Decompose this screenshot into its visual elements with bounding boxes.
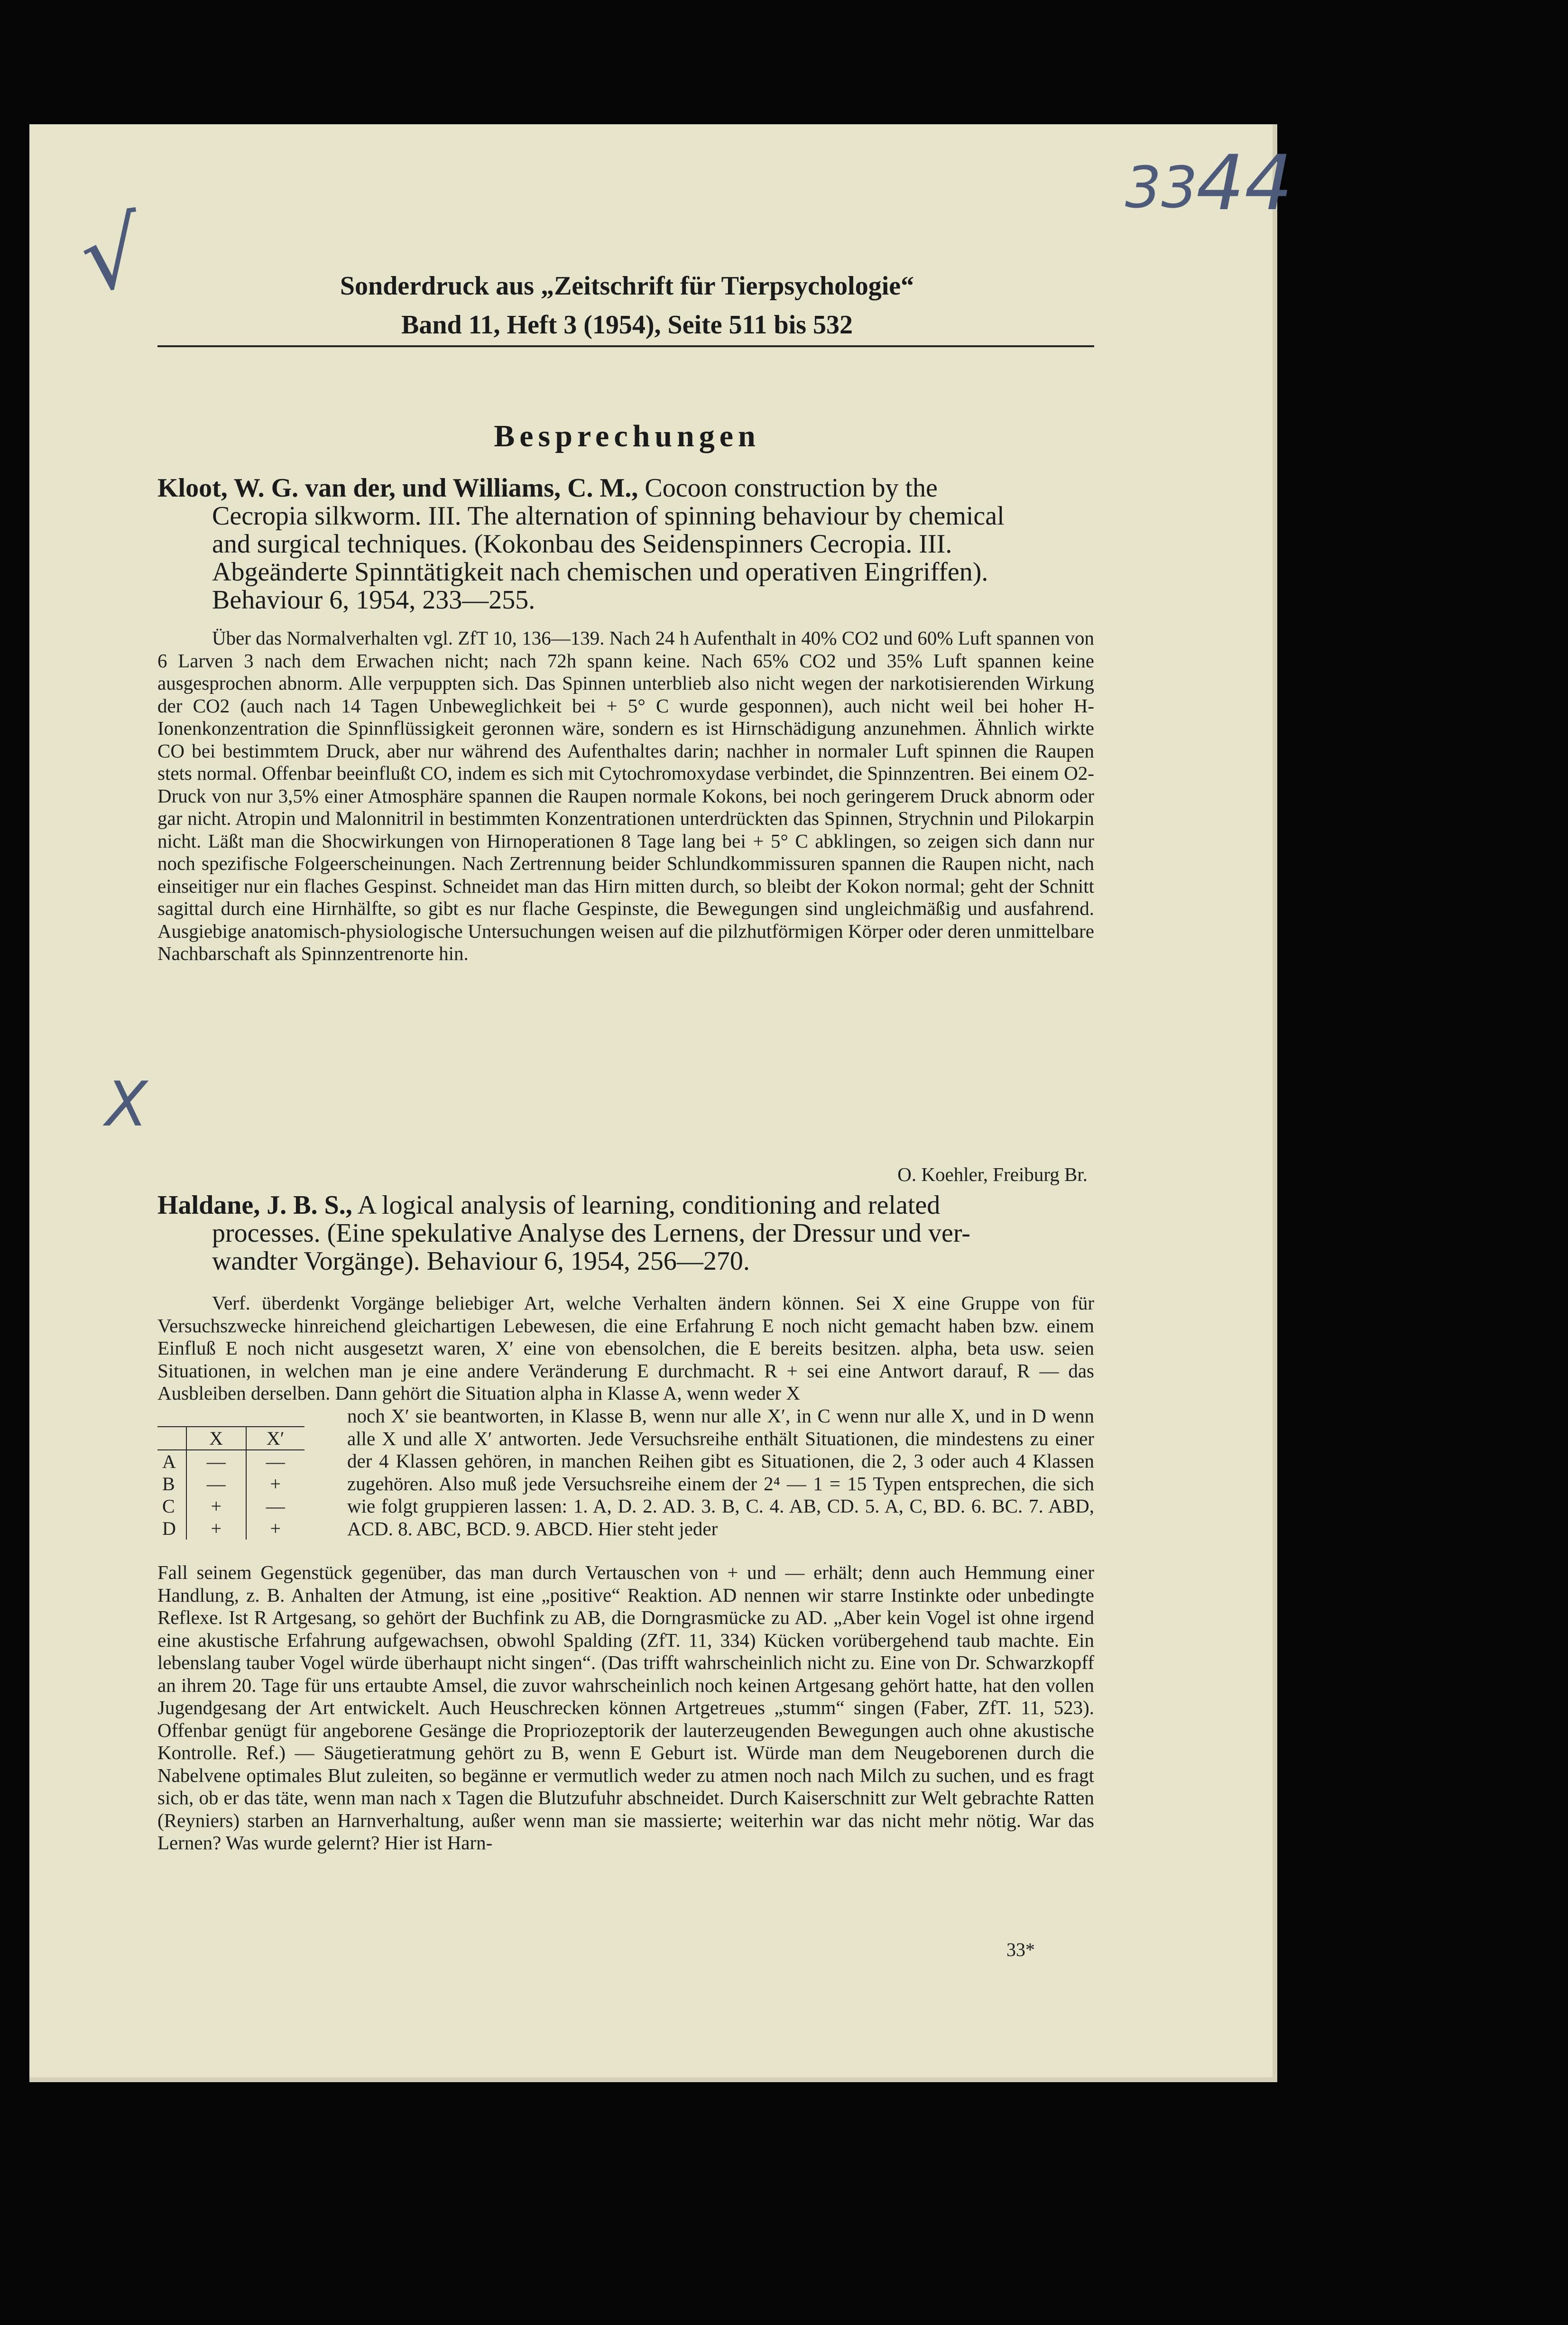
table-cell: +: [186, 1517, 246, 1540]
table-cell: D: [157, 1517, 186, 1540]
table-header-cell: [157, 1427, 186, 1450]
table-cell: B: [157, 1473, 186, 1495]
review1-title-l1: Cocoon construction by the: [645, 473, 938, 503]
review1-title-l3: and surgical techniques. (Kokonbau des Seidenspinners Cecropia. III.: [212, 529, 952, 559]
table-cell: —: [266, 1495, 285, 1517]
table-row: [157, 1473, 304, 1495]
review2-text-top: Verf. überdenkt Vorgänge beliebiger Art, welche Verhalten ändern können. Sei X eine Gruppe von für Versuchszwecke hinreichend gleichartigen Lebewesen, die eine Erfahrung E noch nicht gemacht haben bzw. einem Einfluß E noch nicht ausgesetzt waren, X′ eine von ebensolchen, die E bereits besitzen. alpha, beta usw. seien Situationen, in welchen man je eine andere Veränderung E durchmacht. R + sei eine Antwort darauf, R — das Ausbleiben derselben. Dann gehört die Situation alpha in Klasse A, wenn weder X: [157, 1292, 1094, 1404]
classification-table: [157, 1426, 304, 1540]
table-cell: A: [157, 1450, 186, 1473]
review1-title-l5: Behaviour 6, 1954, 233—255.: [212, 585, 535, 615]
footer-page-number: 33*: [1006, 1939, 1035, 1960]
review2-title-l2: processes. (Eine spekulative Analyse des Lernens, der Dressur und ver-: [212, 1218, 971, 1248]
review1-title-l2: Cecropia silkworm. III. The alternation of spinning behaviour by chemical: [212, 501, 1005, 531]
table-header-cell: X′: [246, 1427, 305, 1450]
table-row: [157, 1495, 304, 1517]
review2-heading: [157, 1191, 1094, 1275]
review1-title-l4: Abgeänderte Spinntätigkeit nach chemischen und operativen Eingriffen).: [212, 557, 988, 587]
table-cell: —: [186, 1473, 246, 1495]
handwritten-cross: X: [105, 1068, 148, 1140]
review1-authors: Kloot, W. G. van der, und Williams, C. M.,: [157, 473, 638, 503]
handwritten-page-number: 33: [1125, 155, 1198, 221]
review2-text-bottom: Fall seinem Gegenstück gegenüber, das man durch Vertauschen von + und — erhält; denn auch Hemmung einer Handlung, z. B. Anhalten der Atmung, ist eine „positive“ Reaktion. AD nennen wir starre Instinkte oder unbedingte Reflexe. Ist R Artgesang, so gehört der Buchfink zu AB, die Dorngrasmücke zu AD. „Aber kein Vogel ist ohne irgend eine akustische Erfahrung aufgewachsen, obwohl Spalding (ZfT. 11, 334) Kücken vorübergehend taub machte. Ein lebenslang tauber Vogel würde überhaupt nicht singen“. (Das trifft wahrscheinlich nicht zu. Eine von Dr. Schwarzkopff an ihrem 20. Tage für uns ertaubte Amsel, die zuvor wahrscheinlich noch keinen Artgesang gehört hatte, hat den vollen Jugendgesang der Art entwickelt. Auch Heuschrecken können Artgetreues „stumm“ singen (Faber, ZfT. 11, 523). Offenbar genügt für angeborene Gesänge die Propriozeptorik der lauterzeugenden Bewegungen auch ohne akustische Kontrolle. Ref.) — Säugetieratmung gehört zu B, wenn E Geburt ist. Würde man dem Neugeborenen durch die Nabelvene optimales Blut zuleiten, so begänne er vermutlich weder zu atmen noch nach Milch zu suchen, und es fragt sich, ob er das täte, wenn man nach x Tagen die Blutzufuhr abschneidet. Durch Kaiserschnitt zur Welt gebrachte Ratten (Reyniers) starben an Harnverhaltung, außer wenn man sie massierte; weiterhin war das nicht mehr nötig. War das Lernen? Was wurde gelernt? Hier ist Harn-: [157, 1561, 1094, 1854]
review2-text-side: noch X′ sie beantworten, in Klasse B, wenn nur alle X′, in C wenn nur alle X, und in D wenn alle X und alle X′ antworten. Jede Versuchsreihe enthält Situationen, die mindestens zu einer der 4 Klassen gehören, in manchen Reihen gibt es Situationen, die 2, 3 oder auch 4 Klassen zugehören. Also muß jede Versuchsreihe einem der 2⁴ — 1 = 15 Typen entsprechen, die sich wie folgt gruppieren lassen: 1. A, D. 2. AD. 3. B, C. 4. AB, CD. 5. A, C, BD. 6. BC. 7. ABD, ACD. 8. ABC, BCD. 9. ABCD. Hier steht jeder: [347, 1405, 1094, 1540]
review2-title-l1: A logical analysis of learning, conditioning and related: [357, 1190, 941, 1220]
masthead-line1: Sonderdruck aus „Zeitschrift für Tierpsychologie“: [340, 271, 914, 301]
masthead: [162, 267, 1092, 344]
table-header-cell: X: [186, 1427, 246, 1450]
section-title: Besprechungen: [494, 419, 760, 453]
masthead-rule: [157, 345, 1094, 347]
review2-title-l3: wandter Vorgänge). Behaviour 6, 1954, 256—270.: [212, 1246, 750, 1276]
review2-authors: Haldane, J. B. S.,: [157, 1190, 352, 1220]
masthead-line2: Band 11, Heft 3 (1954), Seite 511 bis 532: [401, 310, 853, 340]
document-page: [29, 124, 1293, 2082]
table-cell: —: [186, 1450, 246, 1473]
table-cell: +: [270, 1518, 281, 1539]
table-row: [157, 1450, 304, 1473]
table-cell: C: [157, 1495, 186, 1517]
table-cell: +: [186, 1495, 246, 1517]
table-cell: +: [270, 1473, 281, 1495]
table-row: [157, 1517, 304, 1540]
review1-heading: [157, 474, 1094, 614]
table-header-row: [157, 1427, 304, 1450]
review1-signature: O. Koehler, Freiburg Br.: [897, 1163, 1088, 1185]
table-cell: —: [266, 1451, 285, 1472]
review1-text: Über das Normalverhalten vgl. ZfT 10, 136—139. Nach 24 h Aufenthalt in 40% CO2 und 60% Luft spannen von 6 Larven 3 nach dem Erwachen nicht; nach 72h spann keine. Nach 65% CO2 und 35% Luft spannen keine ausgesprochen abnorm. Alle verpuppten sich. Das Spinnen unterblieb also nicht wegen der narkotisierenden Wirkung der CO2 (auch nach 14 Tagen Unbeweglichkeit bei + 5° C wurde gesponnen), auch nicht weil bei hoher H-Ionenkonzentration die Spinnflüssigkeit geronnen wäre, sondern es ist Hirnschädigung anzunehmen. Ähnlich wirkte CO bei bestimmtem Druck, aber nur während des Aufenthaltes darin; nachher in normaler Luft spinnen die Raupen stets normal. Offenbar beeinflußt CO, indem es sich mit Cytochromoxydase verbindet, die Spinnzentren. Bei einem O2-Druck von nur 3,5% einer Atmosphäre spannen die Raupen normale Kokons, bei noch geringerem Druck abnorm oder gar nicht. Atropin und Malonnitril in bestimmten Konzentrationen unterdrückten das Spinnen, Strychnin und Pilokarpin nicht. Läßt man die Shocwirkungen von Hirnoperationen 8 Tage lang bei + 5° C abklingen, so zeigen sich dann nur noch spezifische Folgeerscheinungen. Nach Zertrennung beider Schlundkommissuren spannen die Raupen nicht, nach einseitiger nur ein flaches Gespinst. Schneidet man das Hirn mitten durch, so bleibt der Kokon normal; geht der Schnitt sagittal durch eine Hirnhälfte, so gibt es nur flache Gespinste, die Bewegungen sind ungleichmäßig und ausfahrend. Ausgiebige anatomisch-physiologische Untersuchungen weisen auf die pilzhutförmigen Körper oder deren unmittelbare Nachbarschaft als Spinnzentrenorte hin.: [157, 627, 1094, 964]
handwritten-page-number-2: 44: [1196, 138, 1293, 227]
handwritten-check: √: [74, 196, 150, 314]
